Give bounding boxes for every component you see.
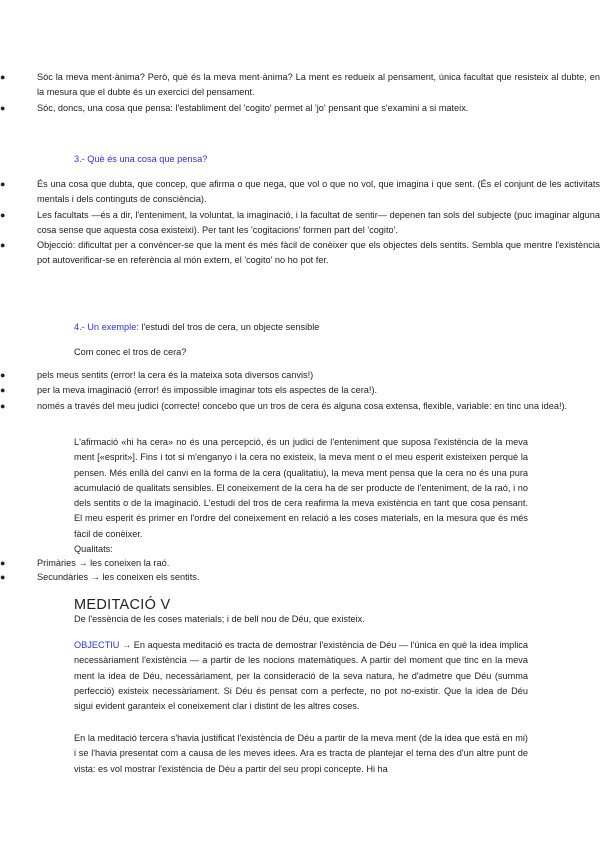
bullet-icon: ●	[0, 102, 6, 113]
bullet-icon: ●	[0, 558, 6, 568]
objectiu-label: OBJECTIU →	[74, 640, 132, 650]
section4-question: Com conec el tros de cera?	[74, 347, 187, 357]
bullet-icon: ●	[0, 209, 6, 220]
bullet-icon: ●	[0, 370, 6, 380]
list-item: ● Les facultats —és a dir, l'enteniment, la voluntat, la imaginació, i la facultat de sentir— depenen tan sols del subjecte (puc imaginar alguna cosa sense que aquesta cosa existeixi). Per tant les 'cogitacions' formen part del 'cogito'.	[0, 209, 600, 235]
section4-bullet-list	[0, 368, 600, 414]
section4-paragraph: L'afirmació «hi ha cera» no és una percepció, és un judici de l'enteniment que suposa l'existència de la meva ment [«esprit»]. Fins i tot si m'enganyo i la cera no existeix, la meva ment o el meu esperit existeixen perquè la pensen. Més enllà del canvi en la forma de la cera (qualitatiu), la meva ment pensa que la cera no és una pura acumulació de qualitats sensibles. El coneixement de la cera ha de ser producte de l'enteniment, de la raó, i no dels sentits o de la imaginació. L'estudi del tros de cera reafirma la meva existència en tant que cosa pensant. El meu esperit és primer en l'ordre del coneixement en relació a les coses materials, en la mesura que és més fàcil de conèixer.	[74, 437, 528, 539]
bullet-icon: ●	[0, 385, 6, 396]
qualitats-label: Qualitats:	[74, 544, 113, 554]
section4-heading	[74, 320, 528, 335]
section4-heading-number: 4.- Un exemple:	[74, 322, 139, 332]
bullet-icon: ●	[0, 572, 6, 582]
list-item: ● És una cosa que dubta, que concep, que afirma o que nega, que vol o que no vol, que imagina i que sent. (És el conjunt de les activitats mentals i dels continguts de consciència).	[0, 179, 600, 205]
list-item: ● per la meva imaginació (error! és impossible imaginar tots els aspectes de la cera!).	[0, 383, 600, 398]
list-item: ● pels meus sentits (error! la cera és la mateixa sota diversos canvis!)	[0, 368, 600, 383]
bullet-icon: ●	[0, 72, 6, 82]
qualitats-list	[0, 556, 600, 584]
bullet-icon: ●	[0, 240, 6, 251]
objectiu-paragraph	[74, 638, 528, 714]
list-item: ● Sóc la meva ment·ànima? Però, què és la meva ment·ànima? La ment es redueix al pensament, única facultat que resisteix al dubte, en la mesura que el dubte és un exercici del pensament.	[0, 72, 600, 98]
meditacio-title: MEDITACIÓ V	[74, 597, 171, 613]
list-item: ● Objecció: dificultat per a convèncer-se que la ment és més fàcil de conèixer que els objectes dels sentits. Sembla que mentre l'existència pot autoverificar-se en referència al món extern, el 'cogito' no ho pot fer.	[0, 240, 600, 266]
list-item: ● només a través del meu judici (correcte! concebo que un tros de cera és alguna cosa extensa, flexible, variable: en tinc una idea!).	[0, 399, 600, 414]
section3-heading: 3.- Què és una cosa que pensa?	[74, 154, 208, 164]
section1-bullet-list	[0, 70, 600, 116]
meditacio-subtitle: De l'essència de les coses materials; i de bell nou de Déu, que existeix.	[74, 614, 365, 624]
list-item: ● Primàries → les coneixen la raó.	[0, 558, 170, 568]
section4-heading-text: l'estudi del tros de cera, un objecte sensible	[138, 322, 320, 332]
section3-bullet-list	[0, 177, 600, 269]
objectiu-text: En aquesta meditació es tracta de demostrar l'existència de Déu — l'única en què la idea implica necessàriament l'existència — a partir de les nocions matemàtiques. A partir del moment que tinc en la meva ment la idea de Déu, necessàriament, per la consideració de la seva natura, he d'admetre que Déu (summa perfecció) existeix necessàriament. Si Déu és pensat com a perfecte, no pot no-existir. Que la idea de Déu sigui evident garanteix el coneixement clar i distint de les altres coses.	[74, 640, 529, 712]
bullet-icon: ●	[0, 400, 6, 411]
meditacio-paragraph-2: En la meditació tercera s'havia justificat l'existència de Déu a partir de la meva ment (de la idea que està en mi) i se l'havia presentat com a causa de les meves idees. Ara es tracta de plantejar el tema des d'un altre punt de vista: es vol mostrar l'existència de Déu a partir del seu propi concepte. Hi ha	[74, 733, 528, 774]
bullet-icon: ●	[0, 179, 6, 189]
list-item: ● Secundàries → les coneixen els sentits.	[0, 572, 200, 582]
list-item: ● Sóc, doncs, una cosa que pensa: l'establiment del 'cogito' permet al 'jo' pensant que s'examini a si mateix.	[0, 101, 600, 116]
